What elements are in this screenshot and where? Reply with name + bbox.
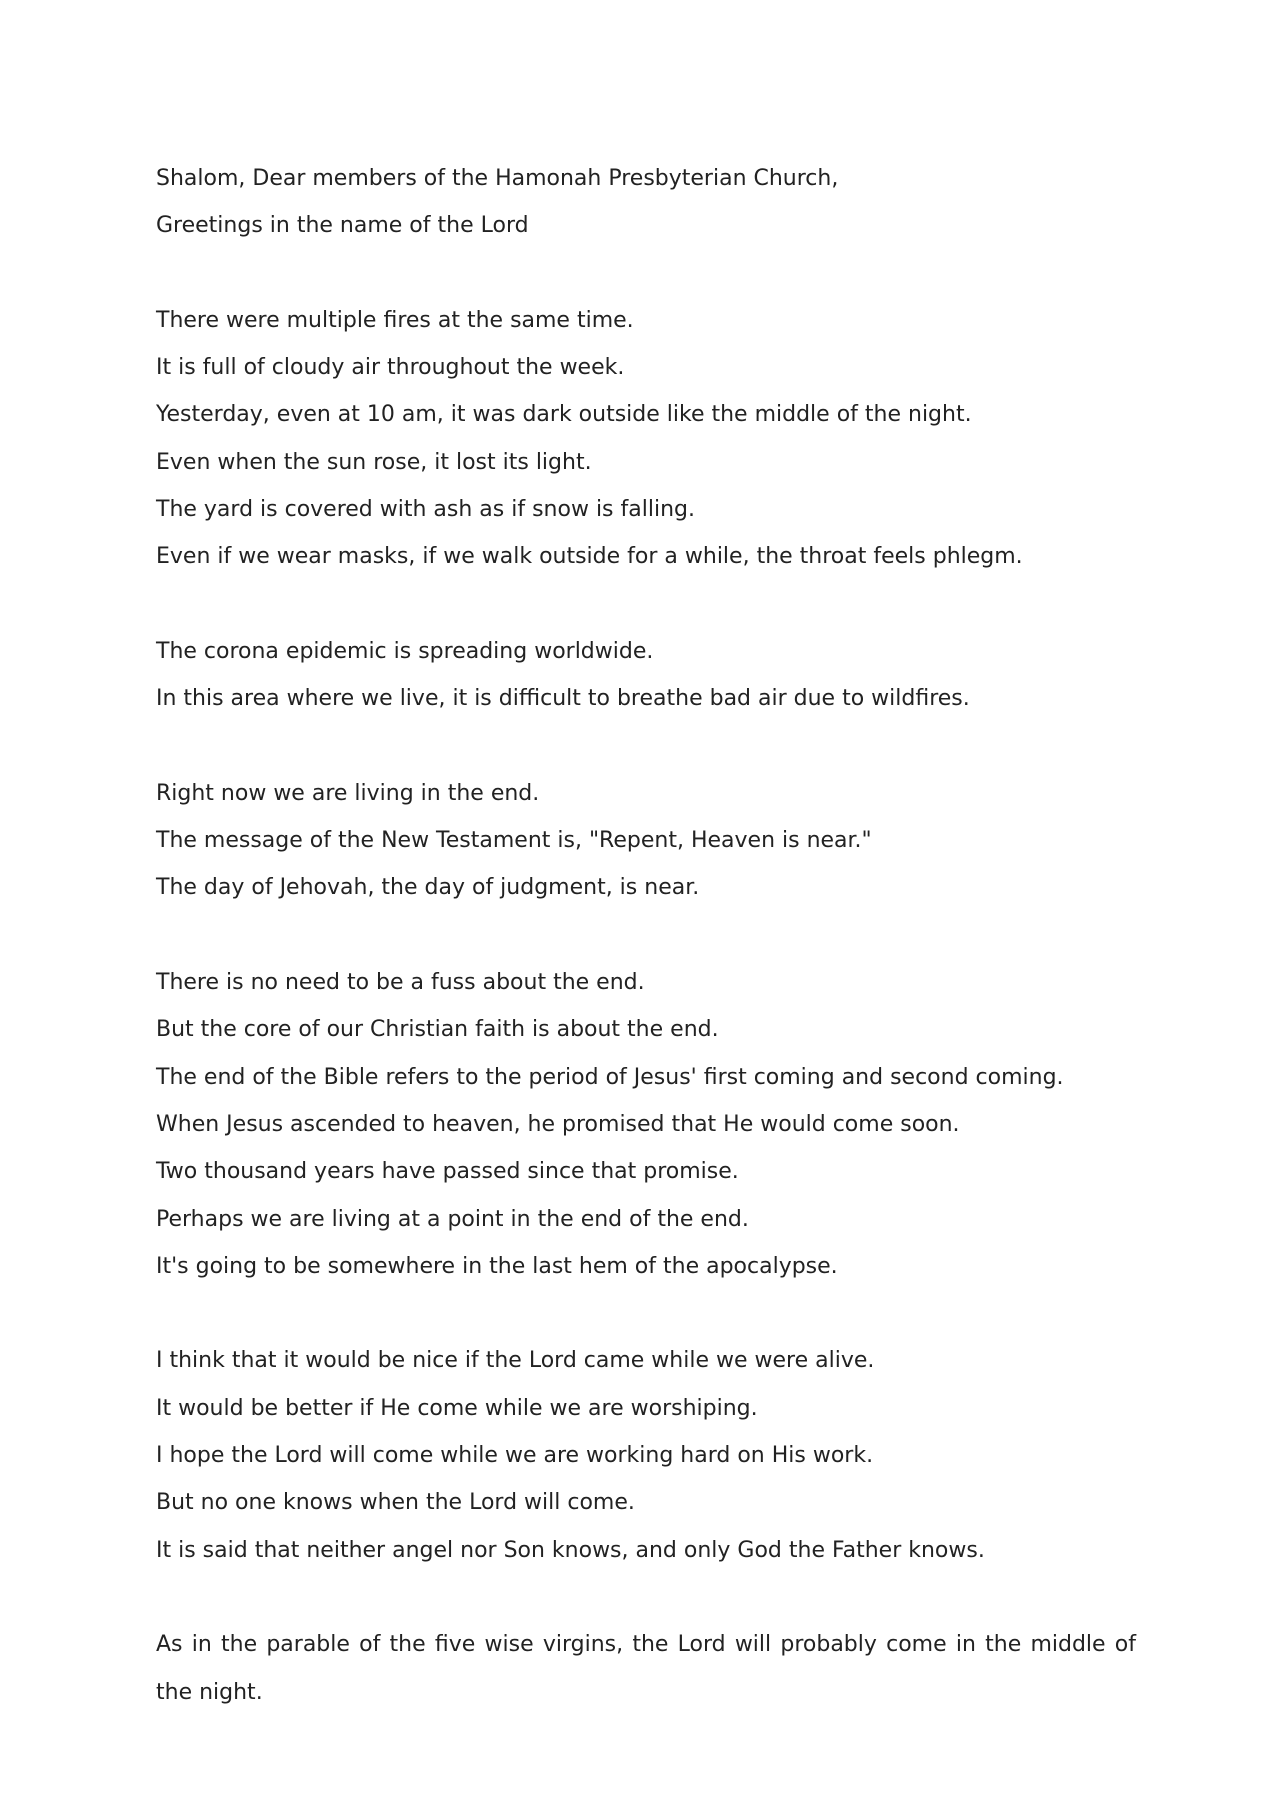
text-line: Even if we wear masks, if we walk outside for a while, the throat feels phlegm. (156, 544, 1023, 570)
greeting-line: Greetings in the name of the Lord (156, 213, 529, 239)
text-line: The message of the New Testament is, "Repent, Heaven is near." (156, 828, 872, 854)
text-line: The corona epidemic is spreading worldwide. (156, 638, 654, 664)
text-line: There were multiple fires at the same time. (156, 307, 634, 333)
text-line: It is said that neither angel nor Son knows, and only God the Father knows. (156, 1537, 985, 1563)
text-line: It would be better if He come while we are worshiping. (156, 1395, 758, 1421)
text-line: I think that it would be nice if the Lord came while we were alive. (156, 1348, 875, 1374)
text-line: Even when the sun rose, it lost its light. (156, 449, 592, 475)
text-line: Yesterday, even at 10 am, it was dark outside like the middle of the night. (156, 402, 972, 428)
text-line: I hope the Lord will come while we are working hard on His work. (156, 1443, 874, 1469)
text-line: There is no need to be a fuss about the end. (156, 970, 645, 996)
text-line: The day of Jehovah, the day of judgment, is near. (156, 875, 700, 901)
text-line: Perhaps we are living at a point in the end of the end. (156, 1206, 749, 1232)
paragraph-parable (156, 1621, 1136, 1716)
letter-body (156, 155, 1136, 1763)
paragraph-faith (156, 959, 1136, 1290)
text-line: In this area where we live, it is difficult to breathe bad air due to wildfires. (156, 686, 970, 712)
text-line: The yard is covered with ash as if snow is falling. (156, 497, 695, 523)
text-line: Two thousand years have passed since that promise. (156, 1159, 739, 1185)
text-line: Right now we are living in the end. (156, 780, 540, 806)
text-line: But no one knows when the Lord will come. (156, 1490, 635, 1516)
text-line: As in the parable of the five wise virgins, the Lord will probably come in the middle of the night. (156, 1632, 1136, 1705)
paragraph-corona (156, 628, 1136, 723)
text-line: It's going to be somewhere in the last hem of the apocalypse. (156, 1253, 838, 1279)
text-line: It is full of cloudy air throughout the week. (156, 355, 625, 381)
greeting-line: Shalom, Dear members of the Hamonah Presbyterian Church, (156, 166, 839, 191)
text-line: But the core of our Christian faith is about the end. (156, 1017, 719, 1043)
paragraph-coming (156, 1337, 1136, 1573)
text-line: The end of the Bible refers to the period of Jesus' first coming and second coming. (156, 1064, 1064, 1090)
paragraph-end-times (156, 770, 1136, 912)
paragraph-fires (156, 297, 1136, 581)
text-line: When Jesus ascended to heaven, he promised that He would come soon. (156, 1111, 960, 1137)
greeting (156, 155, 1136, 250)
